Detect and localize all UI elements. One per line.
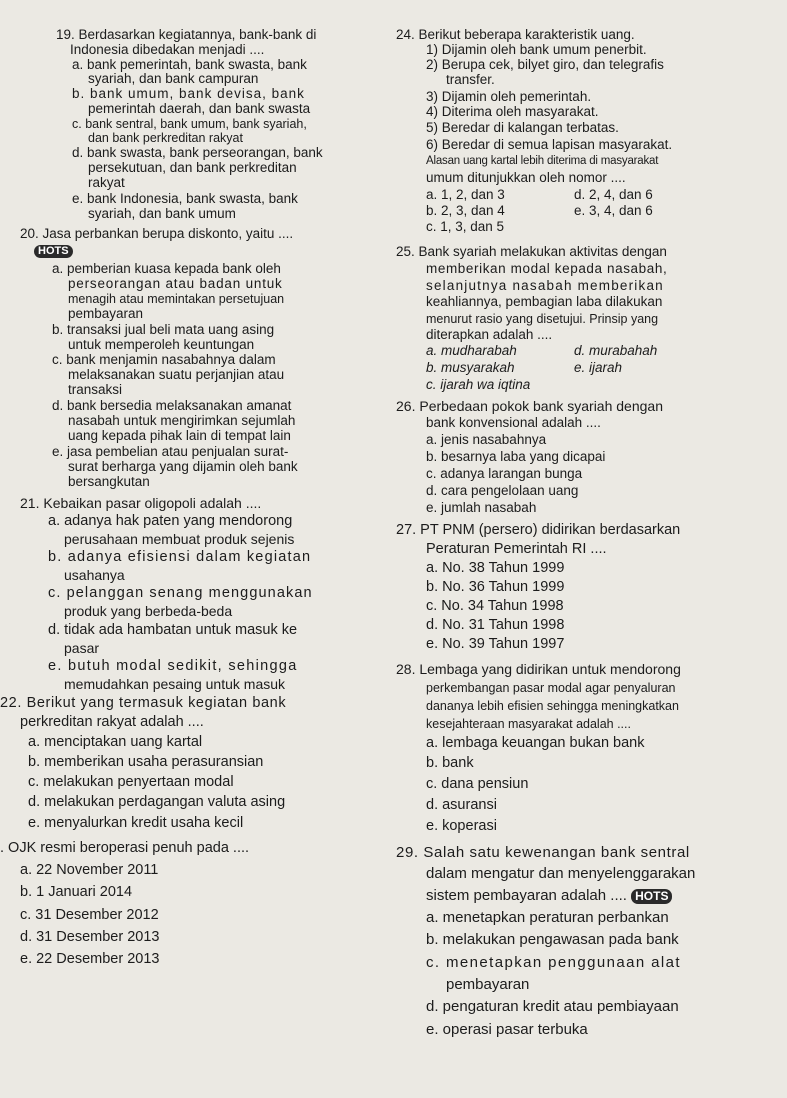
q23-option-b[interactable]: b. 1 Januari 2014 xyxy=(20,884,133,900)
q23-option-c[interactable]: c. 31 Desember 2012 xyxy=(20,907,159,923)
q27-option-c[interactable]: c. No. 34 Tahun 1998 xyxy=(426,598,564,614)
q21-option-d[interactable]: d. tidak ada hambatan untuk masuk ke xyxy=(48,622,298,638)
q19-option-d-cont2: rakyat xyxy=(88,175,125,190)
question-26-stem: 26. Perbedaan pokok bank syariah dengan xyxy=(396,398,663,414)
q26-option-c[interactable]: c. adanya larangan bunga xyxy=(426,466,583,481)
q21-option-e-cont: memudahkan pesaing untuk masuk xyxy=(64,676,286,692)
question-29-stem: 29. Salah satu kewenangan bank sentral xyxy=(396,844,690,861)
q28-option-c[interactable]: c. dana pensiun xyxy=(426,776,529,792)
q20-option-b[interactable]: b. transaksi jual beli mata uang asing xyxy=(52,322,275,337)
q21-option-b-cont: usahanya xyxy=(64,567,125,583)
question-28-stem-cont2: dananya lebih efisien sehingga meningkatkan xyxy=(426,699,679,713)
q21-option-a[interactable]: a. adanya hak paten yang mendorong xyxy=(48,513,293,529)
q21-option-a-cont: perusahaan membuat produk sejenis xyxy=(64,531,295,547)
question-21-stem: 21. Kebaikan pasar oligopoli adalah .... xyxy=(20,495,262,511)
q19-option-b[interactable]: b. bank umum, bank devisa, bank xyxy=(72,86,305,101)
q29-option-c-cont: pembayaran xyxy=(446,976,530,993)
q22-option-b[interactable]: b. memberikan usaha perasuransian xyxy=(28,754,264,770)
q24-item-4: 4) Diterima oleh masyarakat. xyxy=(426,104,599,119)
question-29-stem-cont: dalam mengatur dan menyelenggarakan xyxy=(426,865,696,882)
q28-option-e[interactable]: e. koperasi xyxy=(426,818,497,834)
q20-option-a[interactable]: a. pemberian kuasa kepada bank oleh xyxy=(52,261,281,276)
q20-option-d-cont2: uang kepada pihak lain di tempat lain xyxy=(68,428,291,443)
q20-option-c-cont2: transaksi xyxy=(68,382,123,397)
q26-option-b[interactable]: b. besarnya laba yang dicapai xyxy=(426,449,606,464)
q24-item-6: 6) Beredar di semua lapisan masyarakat. xyxy=(426,137,673,152)
q29-option-c[interactable]: c. menetapkan penggunaan alat xyxy=(426,954,681,971)
question-24-stem: 24. Berikut beberapa karakteristik uang. xyxy=(396,27,635,42)
q24-option-a[interactable]: a. 1, 2, dan 3 xyxy=(426,187,505,202)
q21-option-d-cont: pasar xyxy=(64,640,100,656)
q26-option-a[interactable]: a. jenis nasabahnya xyxy=(426,432,547,447)
q28-option-b[interactable]: b. bank xyxy=(426,755,474,771)
question-25-stem-cont3: keahliannya, pembagian laba dilakukan xyxy=(426,294,663,309)
q19-option-d[interactable]: d. bank swasta, bank perseorangan, bank xyxy=(72,145,323,160)
q29-option-d[interactable]: d. pengaturan kredit atau pembiayaan xyxy=(426,998,679,1015)
question-27-stem: 27. PT PNM (persero) didirikan berdasarkan xyxy=(396,522,681,538)
q19-option-e[interactable]: e. bank Indonesia, bank swasta, bank xyxy=(72,191,298,206)
q22-option-d[interactable]: d. melakukan perdagangan valuta asing xyxy=(28,794,286,810)
q20-option-c-cont: melaksanakan suatu perjanjian atau xyxy=(68,367,285,382)
q24-subquestion-cont: umum ditunjukkan oleh nomor .... xyxy=(426,170,626,185)
q20-option-a-cont2: menagih atau memintakan persetujuan xyxy=(68,292,285,306)
hots-badge xyxy=(34,242,73,258)
q19-option-a[interactable]: a. bank pemerintah, bank swasta, bank xyxy=(72,57,307,72)
q27-option-e[interactable]: e. No. 39 Tahun 1997 xyxy=(426,636,565,652)
question-22-stem-cont: perkreditan rakyat adalah .... xyxy=(20,714,204,730)
q20-option-e[interactable]: e. jasa pembelian atau penjualan surat- xyxy=(52,444,289,459)
question-29-stem-cont2 xyxy=(426,888,672,904)
q27-option-b[interactable]: b. No. 36 Tahun 1999 xyxy=(426,579,565,595)
question-25-stem: 25. Bank syariah melakukan aktivitas dengan xyxy=(396,244,667,259)
question-19-stem-cont: Indonesia dibedakan menjadi .... xyxy=(70,42,265,57)
q28-option-a[interactable]: a. lembaga keuangan bukan bank xyxy=(426,735,645,751)
q19-option-e-cont: syariah, dan bank umum xyxy=(88,206,236,221)
q24-option-b[interactable]: b. 2, 3, dan 4 xyxy=(426,203,505,218)
q25-option-d[interactable]: d. murabahah xyxy=(574,343,658,358)
q19-option-c-cont: dan bank perkreditan rakyat xyxy=(88,131,243,145)
question-27-stem-cont: Peraturan Pemerintah RI .... xyxy=(426,541,607,557)
q29-option-e[interactable]: e. operasi pasar terbuka xyxy=(426,1021,588,1038)
q20-option-b-cont: untuk memperoleh keuntungan xyxy=(68,337,255,352)
q25-option-e[interactable]: e. ijarah xyxy=(574,360,623,375)
q29-option-a[interactable]: a. menetapkan peraturan perbankan xyxy=(426,909,669,926)
q20-option-a-cont3: pembayaran xyxy=(68,306,144,321)
q20-option-c[interactable]: c. bank menjamin nasabahnya dalam xyxy=(52,352,276,367)
question-19-stem: 19. Berdasarkan kegiatannya, bank-bank di xyxy=(56,27,317,42)
hots-badge-29: HOTS xyxy=(631,889,672,904)
question-29-stem-text: sistem pembayaran adalah .... xyxy=(426,887,627,904)
q20-option-e-cont: surat berharga yang dijamin oleh bank xyxy=(68,459,298,474)
q24-option-c[interactable]: c. 1, 3, dan 5 xyxy=(426,219,505,234)
question-25-stem-cont4: menurut rasio yang disetujui. Prinsip yang xyxy=(426,312,659,326)
question-25-stem-cont5: diterapkan adalah .... xyxy=(426,327,553,342)
question-22-stem: 22. Berikut yang termasuk kegiatan bank xyxy=(0,695,287,711)
q21-option-e[interactable]: e. butuh modal sedikit, sehingga xyxy=(48,658,298,674)
q21-option-c[interactable]: c. pelanggan senang menggunakan xyxy=(48,585,313,601)
q19-option-a-cont: syariah, dan bank campuran xyxy=(88,71,259,86)
q24-item-3: 3) Dijamin oleh pemerintah. xyxy=(426,89,592,104)
q19-option-c[interactable]: c. bank sentral, bank umum, bank syariah, xyxy=(72,117,307,131)
q20-option-e-cont2: bersangkutan xyxy=(68,474,150,489)
q22-option-e[interactable]: e. menyalurkan kredit usaha kecil xyxy=(28,815,244,831)
q21-option-c-cont: produk yang berbeda-beda xyxy=(64,603,233,619)
question-25-stem-cont2: selanjutnya nasabah memberikan xyxy=(426,278,664,293)
q21-option-b[interactable]: b. adanya efisiensi dalam kegiatan xyxy=(48,549,312,565)
question-23-stem: . OJK resmi beroperasi penuh pada .... xyxy=(0,840,250,856)
question-26-stem-cont: bank konvensional adalah .... xyxy=(426,415,601,430)
q27-option-d[interactable]: d. No. 31 Tahun 1998 xyxy=(426,617,565,633)
q24-item-5: 5) Beredar di kalangan terbatas. xyxy=(426,120,619,135)
q25-option-c[interactable]: c. ijarah wa iqtina xyxy=(426,377,531,392)
q28-option-d[interactable]: d. asuransi xyxy=(426,797,497,813)
q25-option-a[interactable]: a. mudharabah xyxy=(426,343,517,358)
q20-option-d-cont: nasabah untuk mengirimkan sejumlah xyxy=(68,413,296,428)
question-28-stem: 28. Lembaga yang didirikan untuk mendorong xyxy=(396,661,681,677)
q20-option-d[interactable]: d. bank bersedia melaksanakan amanat xyxy=(52,398,292,413)
q19-option-b-cont: pemerintah daerah, dan bank swasta xyxy=(88,101,311,116)
q26-option-d[interactable]: d. cara pengelolaan uang xyxy=(426,483,579,498)
q24-option-d[interactable]: d. 2, 4, dan 6 xyxy=(574,187,653,202)
question-25-stem-cont: memberikan modal kepada nasabah, xyxy=(426,261,668,276)
q24-subquestion: Alasan uang kartal lebih diterima di masyarakat xyxy=(426,155,659,167)
question-28-stem-cont3: kesejahteraan masyarakat adalah .... xyxy=(426,717,631,731)
q24-item-2: 2) Berupa cek, bilyet giro, dan telegrafis xyxy=(426,57,664,72)
q23-option-a[interactable]: a. 22 November 2011 xyxy=(20,862,159,878)
question-28-stem-cont: perkembangan pasar modal agar penyaluran xyxy=(426,681,676,695)
q27-option-a[interactable]: a. No. 38 Tahun 1999 xyxy=(426,560,565,576)
q29-option-b[interactable]: b. melakukan pengawasan pada bank xyxy=(426,931,679,948)
q22-option-a[interactable]: a. menciptakan uang kartal xyxy=(28,734,203,750)
q25-option-b[interactable]: b. musyarakah xyxy=(426,360,515,375)
q23-option-d[interactable]: d. 31 Desember 2013 xyxy=(20,929,160,945)
q26-option-e[interactable]: e. jumlah nasabah xyxy=(426,500,537,515)
q19-option-d-cont: persekutuan, dan bank perkreditan xyxy=(88,160,297,175)
q24-option-e[interactable]: e. 3, 4, dan 6 xyxy=(574,203,653,218)
q23-option-e[interactable]: e. 22 Desember 2013 xyxy=(20,951,160,967)
q20-option-a-cont: perseorangan atau badan untuk xyxy=(68,276,283,291)
q24-item-1: 1) Dijamin oleh bank umum penerbit. xyxy=(426,42,647,57)
q24-item-2-cont: transfer. xyxy=(446,72,495,87)
question-20-stem: 20. Jasa perbankan berupa diskonto, yaitu .... xyxy=(20,226,294,241)
hots-badge-label: HOTS xyxy=(34,245,73,258)
q22-option-c[interactable]: c. melakukan penyertaan modal xyxy=(28,774,234,790)
